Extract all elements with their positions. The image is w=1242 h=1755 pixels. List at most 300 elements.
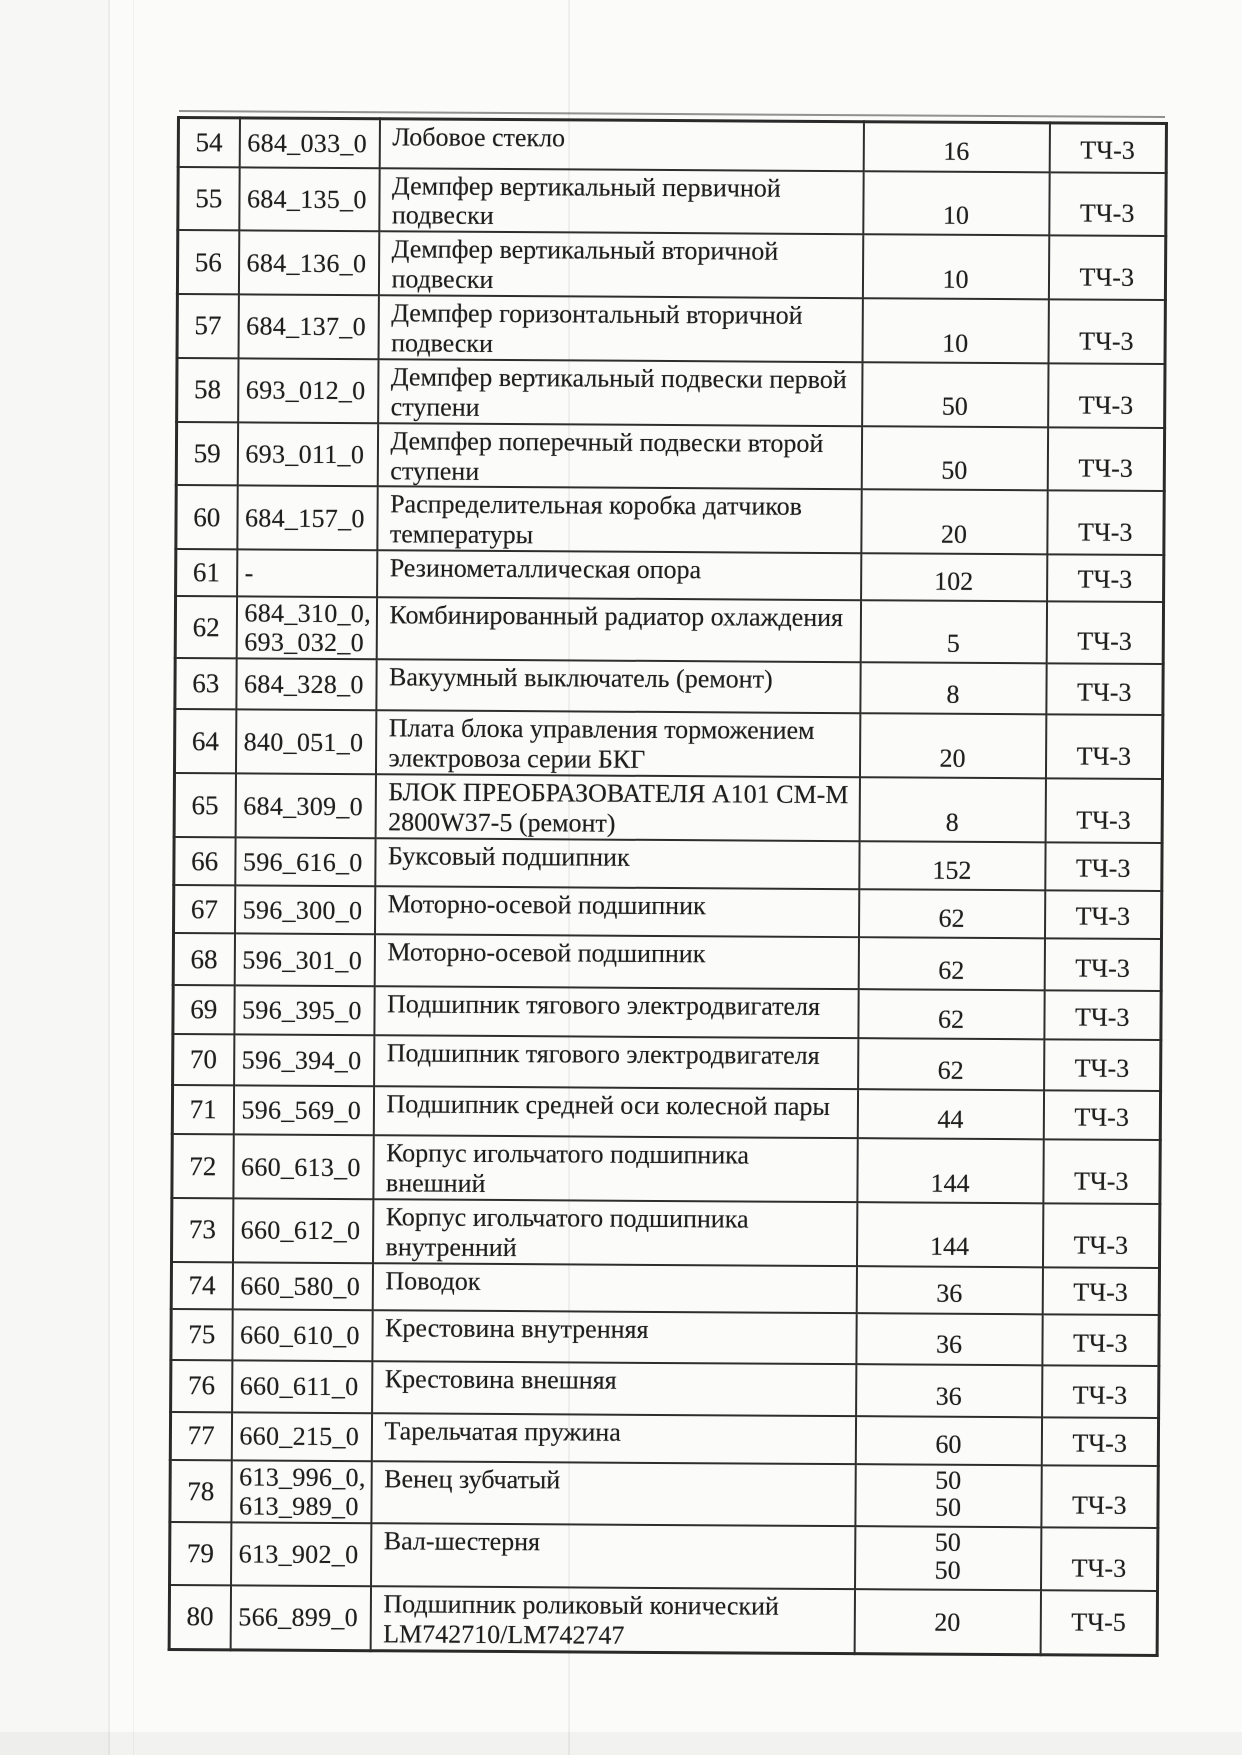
table-row <box>170 1412 1158 1466</box>
row-qty-value: 144 <box>930 1232 970 1262</box>
row-description: Демпфер горизонтальный вторичной подвески <box>391 298 803 358</box>
row-qty-value: 20 <box>934 1607 961 1637</box>
row-description-cell <box>379 168 863 235</box>
row-description-cell <box>373 1086 857 1138</box>
row-number-cell <box>177 358 238 422</box>
row-number: 77 <box>187 1420 215 1451</box>
row-description: Распределительная коробка датчиков температуры <box>389 489 803 550</box>
row-description-cell <box>377 487 861 554</box>
row-qty-cell <box>858 1038 1044 1090</box>
scan-page-edge-band <box>0 0 108 1755</box>
row-number-cell <box>174 709 235 773</box>
row-number: 55 <box>195 183 223 214</box>
parts-table-body <box>169 118 1166 1656</box>
row-depot-cell <box>1046 664 1163 716</box>
row-depot: ТЧ-3 <box>1074 1053 1130 1084</box>
row-code: 613_996_0, 613_989_0 <box>238 1462 366 1522</box>
row-number-cell <box>175 596 236 659</box>
scanned-document <box>168 116 1168 1657</box>
row-depot: ТЧ-5 <box>1071 1607 1126 1638</box>
row-depot: ТЧ-3 <box>1071 1490 1127 1521</box>
row-depot-cell <box>1046 602 1163 665</box>
row-code-cell <box>232 1360 372 1413</box>
row-qty-value: 60 <box>935 1430 962 1460</box>
row-description: Демпфер вертикальный вторичной подвески <box>391 234 779 295</box>
row-depot-cell <box>1042 1365 1159 1418</box>
row-depot-cell <box>1049 123 1166 173</box>
row-depot: ТЧ-3 <box>1077 564 1133 595</box>
row-depot-cell <box>1041 1528 1158 1591</box>
row-description: Вакуумный выключатель (ремонт) <box>388 662 773 695</box>
table-row <box>170 1460 1158 1529</box>
row-number: 65 <box>191 789 219 820</box>
row-description-cell <box>370 1586 854 1653</box>
row-number: 54 <box>195 126 223 158</box>
table-row <box>172 1198 1160 1268</box>
row-depot-cell <box>1048 236 1165 300</box>
row-code-cell <box>230 1585 370 1650</box>
row-qty-value: 44 <box>937 1104 964 1134</box>
row-depot-cell <box>1049 172 1166 236</box>
row-qty-value: 16 <box>943 136 970 167</box>
row-code-cell <box>231 1460 371 1523</box>
row-number: 75 <box>188 1318 216 1350</box>
row-qty-cell <box>855 1464 1041 1528</box>
row-depot: ТЧ-3 <box>1078 390 1134 420</box>
table-row <box>176 422 1164 492</box>
row-number: 62 <box>192 611 220 643</box>
row-description-cell <box>373 1135 857 1202</box>
row-depot-cell <box>1044 1040 1161 1092</box>
row-depot-cell <box>1042 1314 1159 1366</box>
table-row <box>176 485 1164 555</box>
row-depot: ТЧ-3 <box>1071 1553 1127 1583</box>
row-depot: ТЧ-3 <box>1072 1328 1128 1358</box>
table-row <box>174 709 1162 779</box>
row-qty-cell <box>861 553 1047 601</box>
row-code-cell <box>235 886 375 935</box>
table-row <box>171 1360 1159 1418</box>
row-code-cell <box>232 1198 372 1263</box>
row-description: Моторно-осевой подшипник <box>387 889 706 921</box>
row-code-cell <box>235 838 375 887</box>
row-description: Буксовый подшипник <box>387 841 630 872</box>
row-description: Подшипник средней оси колесной пары <box>386 1089 830 1122</box>
row-description: БЛОК ПРЕОБРАЗОВАТЕЛЯ А101 СМ-М 2800W37-5 (ремонт) <box>388 777 849 838</box>
row-qty-cell <box>857 1089 1043 1139</box>
row-depot-cell <box>1041 1417 1158 1466</box>
row-description-cell <box>378 295 862 362</box>
row-depot-cell <box>1042 1267 1159 1315</box>
row-depot: ТЧ-3 <box>1076 741 1132 772</box>
row-qty-cell <box>859 841 1045 890</box>
row-number: 57 <box>194 310 222 341</box>
row-code: 684_309_0 <box>243 791 364 821</box>
row-number: 78 <box>187 1475 215 1506</box>
row-code-cell <box>235 710 375 775</box>
row-depot: ТЧ-3 <box>1075 901 1131 932</box>
row-number: 74 <box>188 1269 216 1301</box>
row-description: Моторно-осевой подшипник <box>387 937 706 969</box>
row-description: Демпфер поперечный подвески второй ступени <box>390 425 824 486</box>
row-qty-cell <box>859 714 1045 779</box>
row-qty-cell <box>862 234 1048 299</box>
table-row <box>174 773 1162 843</box>
row-qty-cell <box>860 663 1046 715</box>
row-number: 66 <box>191 845 219 876</box>
row-number-cell <box>176 549 237 596</box>
row-description-cell <box>374 986 858 1038</box>
row-code: 660_611_0 <box>239 1371 359 1402</box>
row-description-cell <box>371 1524 855 1590</box>
row-depot-cell <box>1044 991 1161 1041</box>
row-depot-cell <box>1045 715 1162 779</box>
row-depot: ТЧ-3 <box>1075 953 1130 984</box>
table-row <box>173 1034 1161 1091</box>
row-number-cell <box>176 422 237 486</box>
row-qty-cell <box>862 298 1048 363</box>
table-row <box>173 933 1161 991</box>
row-number-cell <box>174 837 235 885</box>
row-code-cell <box>238 358 378 423</box>
row-depot: ТЧ-3 <box>1079 326 1134 356</box>
row-depot-cell <box>1041 1465 1158 1528</box>
table-row <box>178 167 1166 237</box>
table-row <box>173 985 1161 1040</box>
row-number: 79 <box>186 1538 215 1569</box>
table-row <box>174 837 1162 891</box>
row-depot: ТЧ-3 <box>1074 1102 1129 1133</box>
row-number: 69 <box>190 994 218 1025</box>
row-depot: ТЧ-3 <box>1079 262 1135 292</box>
scan-fold-line <box>108 0 110 1755</box>
row-description-cell <box>371 1461 855 1527</box>
row-number-cell <box>172 1085 233 1134</box>
row-number-cell <box>177 294 238 358</box>
row-code: 613_902_0 <box>238 1539 359 1570</box>
row-depot-cell <box>1043 1139 1160 1203</box>
row-qty-cell <box>856 1202 1042 1267</box>
row-qty-value: 152 <box>932 855 972 885</box>
row-number-cell <box>172 1198 233 1262</box>
table-row <box>175 658 1163 715</box>
row-qty-value: 36 <box>935 1382 962 1412</box>
row-number-cell <box>169 1585 230 1650</box>
row-qty-value: 50 <box>934 1492 962 1522</box>
row-description-cell <box>375 886 859 937</box>
row-qty-value: 10 <box>942 328 969 358</box>
table-row <box>175 596 1163 664</box>
row-qty-cell <box>856 1364 1042 1417</box>
row-number: 61 <box>192 557 221 588</box>
row-description: Лобовое стекло <box>392 122 566 153</box>
row-code: 684_137_0 <box>246 311 367 342</box>
row-qty-value: 36 <box>935 1330 963 1360</box>
row-code: - <box>244 558 254 588</box>
row-description: Комбинированный радиатор охлаждения <box>389 600 844 633</box>
row-qty-value: 50 <box>941 392 968 422</box>
row-number-cell <box>178 118 239 167</box>
row-qty-value: 8 <box>945 807 959 837</box>
row-code-cell <box>231 1523 371 1586</box>
row-number: 59 <box>193 438 221 469</box>
row-description-cell <box>372 1263 856 1313</box>
row-description-cell <box>375 711 859 778</box>
table-row <box>172 1134 1160 1204</box>
row-qty-value: 20 <box>940 519 968 549</box>
row-qty-cell <box>861 426 1047 491</box>
row-code-cell <box>236 659 376 711</box>
row-code-cell <box>233 1135 373 1200</box>
table-row <box>177 294 1165 364</box>
row-code-cell <box>232 1262 372 1310</box>
row-code: 693_012_0 <box>245 375 366 406</box>
row-number: 60 <box>193 501 221 533</box>
row-number-cell <box>176 485 237 549</box>
row-description-cell <box>372 1361 856 1416</box>
row-qty-value: 144 <box>930 1168 970 1198</box>
row-depot: ТЧ-3 <box>1077 517 1133 548</box>
row-qty-cell <box>855 1416 1041 1465</box>
table-row <box>177 230 1165 300</box>
row-code: 660_612_0 <box>240 1215 361 1246</box>
row-depot-cell <box>1047 427 1164 491</box>
row-number: 70 <box>189 1044 218 1075</box>
row-description-cell <box>379 119 863 171</box>
row-code: 840_051_0 <box>243 727 364 757</box>
row-code-cell <box>234 1035 374 1087</box>
row-code: 596_569_0 <box>241 1095 362 1126</box>
row-number: 68 <box>190 943 218 974</box>
row-depot-cell <box>1048 363 1165 427</box>
row-code: 596_300_0 <box>242 895 363 925</box>
row-depot: ТЧ-3 <box>1074 1002 1130 1033</box>
scan-bottom-edge <box>0 1732 1242 1755</box>
row-description: Крестовина внешняя <box>384 1364 617 1395</box>
row-code-cell <box>239 167 379 232</box>
row-qty-cell <box>863 122 1049 172</box>
table-row <box>177 358 1165 428</box>
row-qty-value: 10 <box>942 200 969 230</box>
row-depot-cell <box>1045 843 1162 892</box>
row-description-cell <box>377 550 861 600</box>
row-code-cell <box>239 118 379 168</box>
row-depot: ТЧ-3 <box>1073 1277 1128 1307</box>
row-description: Поводок <box>385 1266 481 1296</box>
scan-fold-line <box>133 0 134 1755</box>
row-qty-value: 5 <box>946 628 960 658</box>
row-qty-cell <box>857 1138 1043 1203</box>
row-description: Корпус игольчатого подшипника внутренний <box>385 1202 749 1262</box>
row-code: 596_616_0 <box>242 847 363 877</box>
row-description: Подшипник тягового электродвигателя <box>386 989 821 1022</box>
row-depot: ТЧ-3 <box>1078 453 1133 484</box>
row-qty-cell <box>858 889 1044 938</box>
row-qty-value: 62 <box>938 955 965 985</box>
row-depot-cell <box>1044 939 1161 992</box>
row-depot-cell <box>1045 779 1162 844</box>
row-description: Корпус игольчатого подшипника внешний <box>385 1138 750 1198</box>
row-description-cell <box>378 232 862 299</box>
row-number-cell <box>171 1309 232 1360</box>
row-number-cell <box>173 985 234 1034</box>
row-depot-cell <box>1044 891 1161 940</box>
row-number: 73 <box>188 1214 217 1245</box>
row-number-cell <box>170 1522 231 1585</box>
row-description: Тарельчатая пружина <box>384 1416 621 1447</box>
row-code: 693_011_0 <box>245 439 365 470</box>
row-qty-value: 50 <box>935 1465 962 1495</box>
row-code: 660_613_0 <box>240 1151 361 1182</box>
row-qty-cell <box>855 1527 1041 1591</box>
row-description-cell <box>377 423 861 490</box>
table-row <box>176 549 1164 602</box>
parts-table <box>168 116 1168 1657</box>
row-number-cell <box>174 885 235 933</box>
row-qty-value: 102 <box>934 566 974 596</box>
row-code: 596_301_0 <box>242 945 363 975</box>
row-number-cell <box>174 773 235 837</box>
row-description-cell <box>371 1413 855 1464</box>
row-code: 660_580_0 <box>240 1271 361 1301</box>
row-number: 56 <box>194 246 222 277</box>
row-depot-cell <box>1042 1203 1159 1267</box>
row-number-cell <box>170 1412 231 1460</box>
row-code: 660_610_0 <box>239 1320 360 1350</box>
row-qty-cell <box>854 1589 1040 1654</box>
row-code-cell <box>232 1309 372 1361</box>
row-number: 63 <box>192 668 220 699</box>
row-qty-value: 62 <box>937 1055 964 1085</box>
row-qty-value: 50 <box>934 1527 961 1558</box>
row-depot: ТЧ-3 <box>1073 1166 1129 1196</box>
row-depot-cell <box>1047 491 1164 555</box>
row-description-cell <box>374 1035 858 1089</box>
row-depot: ТЧ-3 <box>1075 853 1131 884</box>
row-description-cell <box>375 774 859 841</box>
row-code-cell <box>236 597 376 660</box>
row-code: 660_215_0 <box>239 1421 360 1452</box>
row-code-cell <box>235 774 375 839</box>
row-depot: ТЧ-3 <box>1072 1380 1128 1410</box>
table-row <box>171 1262 1159 1315</box>
row-number: 64 <box>191 725 220 757</box>
row-qty-value: 36 <box>936 1279 963 1309</box>
row-code: 596_394_0 <box>241 1045 362 1076</box>
row-number: 72 <box>189 1150 217 1181</box>
row-number-cell <box>171 1262 232 1309</box>
row-code-cell <box>231 1412 371 1461</box>
row-number-cell <box>172 1134 233 1198</box>
row-code-cell <box>238 294 378 359</box>
row-description-cell <box>372 1310 856 1364</box>
table-row <box>174 885 1162 939</box>
row-qty-cell <box>860 600 1046 663</box>
row-description: Вал-шестерня <box>383 1526 541 1557</box>
row-depot-cell <box>1040 1590 1157 1655</box>
row-number: 71 <box>189 1094 217 1125</box>
row-description-cell <box>376 660 860 714</box>
row-description: Подшипник тягового электродвигателя <box>386 1038 820 1071</box>
row-qty-cell <box>858 937 1044 990</box>
row-qty-value: 8 <box>946 679 960 709</box>
row-code-cell <box>233 1086 373 1136</box>
row-number: 67 <box>190 893 218 924</box>
row-number-cell <box>173 933 234 985</box>
row-depot: ТЧ-3 <box>1076 677 1132 708</box>
row-code: 596_395_0 <box>241 995 362 1026</box>
row-description: Резинометаллическая опора <box>389 553 702 585</box>
row-description: Подшипник роликовый конический LM742710/LM742747 <box>383 1589 779 1650</box>
row-qty-cell <box>858 989 1044 1039</box>
row-description-cell <box>378 359 862 426</box>
row-code: 684_033_0 <box>247 128 368 158</box>
row-qty-value: 62 <box>937 1004 965 1034</box>
row-depot-cell <box>1043 1090 1160 1140</box>
row-number-cell <box>173 1034 234 1085</box>
row-code-cell <box>234 986 374 1036</box>
row-description-cell <box>375 838 859 889</box>
row-description: Демпфер вертикальный подвески первой ступени <box>390 362 847 422</box>
row-qty-value: 50 <box>934 1555 961 1585</box>
row-depot: ТЧ-3 <box>1076 805 1131 836</box>
row-number-cell <box>171 1360 232 1412</box>
row-number: 76 <box>187 1370 216 1401</box>
row-number: 58 <box>193 374 222 405</box>
table-row <box>169 1585 1157 1655</box>
row-number-cell <box>177 230 238 294</box>
row-number-cell <box>170 1460 231 1523</box>
row-number: 80 <box>186 1601 214 1632</box>
row-code-cell <box>234 934 374 987</box>
row-code: 684_157_0 <box>244 503 365 533</box>
row-qty-value: 20 <box>939 743 966 773</box>
row-code-cell <box>237 422 377 487</box>
row-code: 684_328_0 <box>243 669 364 700</box>
row-description: Демпфер вертикальный первичной подвески <box>391 170 781 231</box>
row-qty-cell <box>856 1266 1042 1314</box>
row-number-cell <box>178 167 239 231</box>
row-depot: ТЧ-3 <box>1077 626 1132 657</box>
row-description-cell <box>372 1199 856 1266</box>
table-row <box>172 1085 1160 1140</box>
row-description-cell <box>376 597 860 662</box>
row-qty-cell <box>859 777 1045 842</box>
row-qty-value: 10 <box>942 264 969 294</box>
row-description: Плата блока управления торможением электровоза серии БКГ <box>388 713 815 775</box>
row-qty-value: 62 <box>938 903 965 933</box>
row-code-cell <box>237 486 377 551</box>
row-qty-cell <box>861 490 1047 555</box>
row-description: Венец зубчатый <box>384 1464 561 1495</box>
row-code: 684_310_0, 693_032_0 <box>244 598 372 658</box>
row-code-cell <box>237 550 377 598</box>
row-depot: ТЧ-3 <box>1079 198 1135 229</box>
row-depot: ТЧ-3 <box>1073 1230 1129 1260</box>
row-qty-cell <box>862 362 1048 427</box>
row-code: 684_135_0 <box>246 184 367 214</box>
row-number-cell <box>175 658 236 709</box>
table-row <box>171 1309 1159 1366</box>
row-depot: ТЧ-3 <box>1072 1428 1127 1458</box>
row-qty-value: 50 <box>941 455 968 485</box>
table-row <box>170 1522 1158 1591</box>
row-description: Крестовина внутренняя <box>385 1313 649 1344</box>
row-depot-cell <box>1047 555 1164 603</box>
row-code-cell <box>238 231 378 296</box>
row-code: 566_899_0 <box>238 1602 359 1633</box>
row-code: 684_136_0 <box>246 248 367 278</box>
